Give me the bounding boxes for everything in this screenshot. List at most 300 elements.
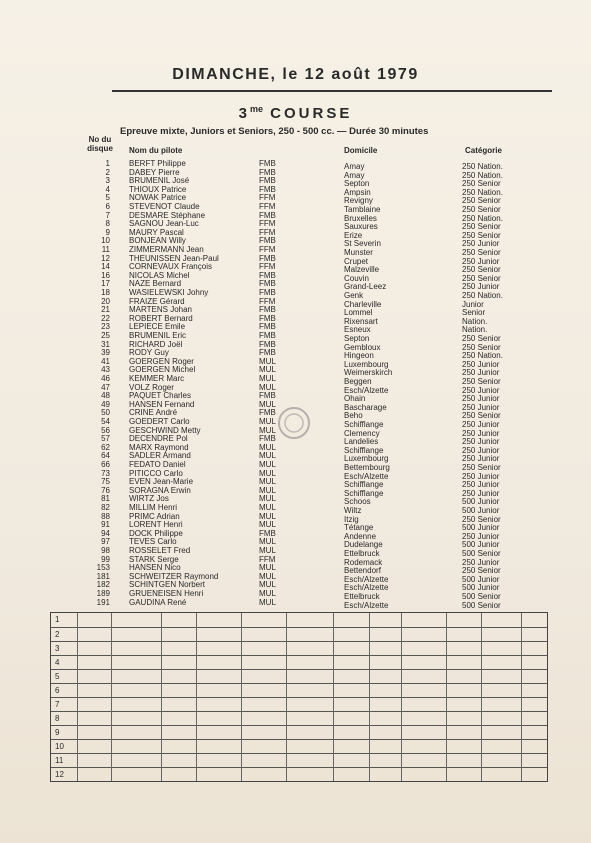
entry-town: Esch/Alzette [344,471,389,481]
entry-category: 250 Nation. [462,291,503,300]
entry-pilot-name: THEUNISSEN Jean-Paul [129,253,219,263]
entry-category: 250 Senior [462,411,501,421]
entry-number: 94 [101,528,110,538]
entry-club: MUL [259,597,276,607]
entry-pilot-name: HANSEN Fernand [129,399,195,409]
entry-number: 47 [101,382,110,392]
grid-column-line [369,613,370,781]
entry-category: 250 Senior [462,205,501,214]
grid-row [51,669,547,684]
entry-club: MUL [259,580,276,590]
entry-club: MUL [259,546,276,555]
entry-number: 31 [101,339,110,349]
entry-club: FFM [259,193,276,203]
entry-town: Sauxures [344,222,378,232]
entry-category: 250 Senior [462,334,501,343]
grid-column-line [161,613,162,781]
entry-number: 57 [101,434,110,444]
entry-town: Beggen [344,377,372,386]
entry-club: MUL [259,356,276,366]
entry-town: Esch/Alzette [344,600,389,610]
entry-pilot-name: RICHARD Joël [129,339,183,349]
entry-number: 98 [101,546,110,555]
entry-category: 500 Junior [462,574,500,584]
grid-row [51,739,547,754]
entry-pilot-name: STEVENOT Claude [129,202,200,211]
entry-number: 9 [105,227,110,237]
entry-category: 500 Senior [462,592,501,601]
entry-town: Septon [344,179,370,189]
entry-number: 25 [101,331,110,340]
entry-town: Couvin [344,273,369,283]
grid-column-line [286,613,287,781]
entry-pilot-name: ROSSELET Fred [129,546,191,555]
entry-number: 56 [101,425,110,435]
entry-club: FFM [259,554,276,564]
grid-row-number: 2 [55,630,60,639]
entry-pilot-name: SADLER Armand [129,451,191,461]
entry-pilot-name: MARX Raymond [129,442,189,452]
entry-number: 76 [101,485,110,495]
entry-category: 250 Nation. [462,351,503,361]
entry-number: 64 [101,451,110,461]
entry-number: 41 [101,356,110,366]
entry-number: 11 [101,245,110,254]
entry-town: Beho [344,411,363,421]
entry-town: Lommel [344,308,373,318]
entry-number: 22 [101,313,110,323]
entry-category: 250 Nation. [462,162,503,171]
entry-pilot-name: PITICCO Carlo [129,468,183,478]
entry-club: FMB [259,391,276,401]
entry-pilot-name: GOERGEN Roger [129,356,194,366]
entry-club: FMB [259,322,276,332]
entry-pilot-name: SORAGNA Erwin [129,485,191,495]
grid-row-number: 3 [55,644,60,653]
entry-club: FFM [259,245,276,254]
entry-category: 250 Junior [462,402,500,412]
entry-number: 18 [101,288,110,297]
entry-category: 250 Senior [462,222,501,232]
entry-town: Schifflange [344,480,384,490]
col-header-town: Domicile [344,146,378,155]
grid-row-number: 12 [55,770,64,779]
entry-category: 250 Senior [462,196,501,206]
entry-category: 250 Junior [462,420,500,429]
grid-column-line [77,613,78,781]
entry-pilot-name: NAZE Bernard [129,279,182,289]
entry-club: MUL [259,374,276,383]
entry-pilot-name: VOLZ Roger [129,382,174,392]
entry-pilot-name: KEMMER Marc [129,374,185,383]
entry-number: 66 [101,460,110,469]
entry-pilot-name: WIRTZ Jos [129,494,169,504]
entry-town: Genk [344,291,364,300]
entry-club: FMB [259,236,276,246]
entry-club: FMB [259,331,276,340]
entry-town: Esneux [344,325,371,335]
entry-category: 250 Junior [462,256,500,266]
col-header-number-l2: disque [87,144,113,153]
club-logo-watermark [276,405,312,441]
entry-club: FFM [259,219,276,229]
entry-category: 250 Junior [462,385,500,395]
entry-town: Munster [344,248,373,257]
entry-club: MUL [259,485,276,495]
col-header-category: Catégorie [465,146,502,155]
entry-town: Itzig [344,514,359,524]
entry-number: 82 [101,503,110,512]
entry-category: 250 Junior [462,359,500,369]
entry-club: FFM [259,227,276,237]
entry-town: Andenne [344,531,377,541]
entry-town: Erize [344,230,363,240]
entry-category: 250 Senior [462,230,501,240]
entry-town: Wiltz [344,506,362,515]
entry-number: 6 [105,202,110,211]
entry-category: 250 Junior [462,239,500,249]
entry-number: 21 [101,305,110,315]
entry-pilot-name: ROBERT Bernard [129,313,193,323]
entry-town: Tétange [344,523,374,533]
entry-category: 250 Junior [462,454,500,464]
entry-club: FMB [259,270,276,280]
entry-club: FFM [259,296,276,306]
entry-club: FMB [259,434,276,444]
entry-number: 54 [101,417,110,426]
entry-club: FMB [259,339,276,349]
entry-club: FMB [259,159,276,168]
entry-category: 250 Junior [462,531,500,541]
entry-town: Schifflange [344,488,384,498]
grid-row [51,627,547,642]
entry-number: 191 [96,597,110,607]
entry-pilot-name: NICOLAS Michel [129,270,190,280]
entry-town: Bettembourg [344,463,390,472]
entry-number: 91 [101,520,110,530]
entry-number: 8 [105,219,110,229]
entry-club: MUL [259,520,276,530]
entry-number: 153 [96,563,110,573]
entry-club: MUL [259,460,276,469]
entry-number: 5 [105,193,110,203]
entry-number: 7 [105,210,110,220]
entry-category: 250 Junior [462,488,500,498]
col-header-number-l1: No du [88,135,112,144]
grid-row-number: 1 [55,615,60,624]
entry-category: 250 Nation. [462,213,503,223]
grid-row [51,683,547,698]
entry-club: MUL [259,511,276,521]
entry-town: Luxembourg [344,454,389,464]
entry-town: Weimerskirch [344,368,393,378]
grid-row-number: 5 [55,672,60,681]
grid-column-line [446,613,447,781]
entry-pilot-name: RODY Guy [129,348,169,358]
entry-town: Esch/Alzette [344,385,389,395]
entry-category: 500 Junior [462,506,500,515]
entry-category: 250 Junior [462,480,500,490]
entry-town: Schifflange [344,420,384,429]
entry-category: 500 Junior [462,497,500,507]
entry-category: 500 Junior [462,583,500,593]
entry-pilot-name: BONJEAN Willy [129,236,186,246]
entry-town: Septon [344,334,370,343]
entry-number: 182 [96,580,110,590]
entry-club: MUL [259,563,276,573]
entry-club: FMB [259,288,276,297]
grid-row [51,613,547,627]
entry-club: FMB [259,210,276,220]
heading-rule [112,90,552,92]
entry-pilot-name: DECENDRE Pol [129,434,188,444]
entry-pilot-name: PAQUET Charles [129,391,191,401]
entry-category: 500 Junior [462,523,500,533]
course-label: COURSE [270,105,353,122]
entry-town: Malzeville [344,265,380,275]
entry-number: 48 [101,391,110,401]
entry-town: Crupet [344,256,369,266]
entry-number: 2 [105,167,110,177]
grid-column-line [196,613,197,781]
grid-row-number: 9 [55,728,60,737]
entry-pilot-name: WASIELEWSKI Johny [129,288,209,297]
course-suffix: me [249,104,263,114]
entry-pilot-name: NOWAK Patrice [129,193,187,203]
entry-number: 14 [101,262,110,272]
entry-category: 250 Senior [462,566,501,576]
entry-town: Amay [344,162,365,171]
entry-number: 17 [101,279,110,289]
grid-row [51,655,547,670]
entry-pilot-name: MILLIM Henri [129,503,178,512]
entry-pilot-name: BRUMENIL Eric [129,331,187,340]
entry-number: 88 [101,511,110,521]
entry-pilot-name: GOERGEN Michel [129,365,196,375]
entry-town: Schifflange [344,445,384,455]
entry-town: Rodemack [344,557,383,567]
entry-club: FMB [259,408,276,418]
entry-number: 4 [105,184,110,194]
entry-category: 250 Nation. [462,187,503,197]
entry-number: 49 [101,399,110,409]
entry-pilot-name: SCHINTGEN Norbert [129,580,206,590]
course-number: 3 [238,105,250,122]
entry-category: 250 Junior [462,557,500,567]
entry-number: 62 [101,442,110,452]
entry-town: Schoos [344,497,371,507]
entry-number: 50 [101,408,110,418]
grid-column-line [401,613,402,781]
entry-club: FMB [259,313,276,323]
entry-number: 43 [101,365,110,375]
grid-row-number: 4 [55,658,60,667]
entry-number: 46 [101,374,110,383]
entry-category: 250 Senior [462,342,501,352]
entry-pilot-name: MAURY Pascal [129,227,184,237]
entry-pilot-name: PRIMC Adrian [129,511,180,521]
entry-town: Luxembourg [344,359,389,369]
entry-pilot-name: EVEN Jean-Marie [129,477,194,487]
entry-category: 250 Senior [462,273,501,283]
entry-club: FMB [259,184,276,194]
entry-pilot-name: HANSEN Nico [129,563,181,573]
entry-town: Amay [344,170,365,180]
entry-category: Nation. [462,316,488,326]
grid-row [51,711,547,726]
entry-town: Clemency [344,428,380,438]
entry-number: 23 [101,322,110,332]
entry-category: Junior [462,299,484,309]
entry-club: MUL [259,382,276,392]
entry-category: 250 Junior [462,282,500,292]
entry-category: 250 Junior [462,394,500,404]
entry-category: 250 Junior [462,368,500,378]
entry-pilot-name: SAGNOU Jean-Luc [129,219,199,229]
entry-pilot-name: DOCK Philippe [129,528,183,538]
grid-column-line [521,613,522,781]
grid-column-line [111,613,112,781]
grid-row-number: 8 [55,714,60,723]
entry-club: FMB [259,167,276,177]
entry-club: FFM [259,262,276,272]
entry-club: MUL [259,442,276,452]
entry-number: 39 [101,348,110,358]
entry-club: FMB [259,348,276,358]
date-heading: DIMANCHE, le 12 août 1979 [172,66,419,83]
entry-club: FMB [259,176,276,186]
entry-pilot-name: GRUENEISEN Henri [129,589,204,598]
entry-club: MUL [259,589,276,598]
entry-town: Gembloux [344,342,381,352]
entry-number: 73 [101,468,110,478]
grid-row [51,753,547,768]
entry-town: Ettelbruck [344,592,380,601]
entry-category: 250 Senior [462,514,501,524]
entry-category: Senior [462,308,486,318]
entry-town: Bettendorf [344,566,381,576]
entry-pilot-name: LORENT Henri [129,520,183,530]
entry-pilot-name: GAUDINA René [129,597,187,607]
entry-pilot-name: BRUMENIL José [129,176,190,186]
course-heading [0,104,591,122]
entry-category: 250 Junior [462,471,500,481]
entry-number: 99 [101,554,110,564]
entry-pilot-name: FEDATO Daniel [129,460,186,469]
grid-row [51,641,547,656]
entry-town: Hingeon [344,351,374,361]
entry-town: Charleville [344,299,382,309]
entry-town: Ettelbruck [344,549,380,558]
entry-pilot-name: STARK Serge [129,554,179,564]
entry-number: 97 [101,537,110,547]
entry-number: 12 [101,253,110,263]
entry-number: 181 [96,571,110,581]
grid-column-line [481,613,482,781]
entry-club: MUL [259,365,276,375]
entry-town: Landelies [344,437,379,447]
entry-number: 16 [101,270,110,280]
entry-club: FMB [259,253,276,263]
entry-category: Nation. [462,325,488,335]
entry-category: 500 Junior [462,540,500,550]
entry-category: 250 Senior [462,265,501,275]
entry-number: 75 [101,477,110,487]
entry-town: Rixensart [344,316,378,326]
entry-club: MUL [259,399,276,409]
entry-town: Dudelange [344,540,383,550]
entry-category: 500 Senior [462,600,501,610]
entry-club: MUL [259,468,276,478]
grid-row-number: 6 [55,686,60,695]
entry-number: 20 [101,296,110,306]
entry-town: Tamblaine [344,205,381,214]
col-header-number [85,135,115,153]
entry-club: MUL [259,494,276,504]
entry-pilot-name: SCHWEITZER Raymond [129,571,219,581]
entry-number: 3 [105,176,110,186]
grid-row [51,697,547,712]
entry-category: 250 Junior [462,428,500,438]
entry-club: MUL [259,571,276,581]
entry-number: 1 [105,159,110,168]
entry-town: Grand-Leez [344,282,387,292]
lap-chart-grid [50,612,548,782]
grid-column-line [333,613,334,781]
entry-pilot-name: GOEDERT Carlo [129,417,190,426]
entry-pilot-name: GESCHWIND Metty [129,425,201,435]
entry-category: 250 Senior [462,377,501,386]
entry-club: MUL [259,425,276,435]
entry-pilot-name: LEPIECE Emile [129,322,186,332]
grid-row-number: 11 [55,756,64,765]
entry-category: 250 Junior [462,437,500,447]
grid-row-number: 7 [55,700,60,709]
entry-pilot-name: BERFT Philippe [129,159,186,168]
entry-club: MUL [259,417,276,426]
entry-town: St Severin [344,239,381,249]
entry-category: 250 Junior [462,445,500,455]
grid-row [51,725,547,740]
race-subtitle: Epreuve mixte, Juniors et Seniors, 250 - 500 cc. — Durée 30 minutes [120,126,429,137]
entry-club: MUL [259,537,276,547]
grid-column-line [241,613,242,781]
entry-club: MUL [259,503,276,512]
entry-number: 189 [96,589,110,598]
entry-club: FFM [259,202,276,211]
entry-pilot-name: FRAIZE Gérard [129,296,185,306]
entry-pilot-name: CRINE André [129,408,178,418]
entry-pilot-name: THIOUX Patrice [129,184,187,194]
entry-town: Bruxelles [344,213,377,223]
entry-pilot-name: ZIMMERMANN Jean [129,245,204,254]
entry-category: 250 Senior [462,463,501,472]
entry-town: Ohain [344,394,366,404]
entry-town: Esch/Alzette [344,583,389,593]
entry-town: Ampsin [344,187,371,197]
entry-number: 10 [101,236,110,246]
entry-pilot-name: CORNEVAUX François [129,262,212,272]
entry-category: 250 Nation. [462,170,503,180]
entry-club: FMB [259,305,276,315]
grid-row-number: 10 [55,742,64,751]
entry-club: MUL [259,451,276,461]
grid-row [51,767,547,782]
entry-number: 81 [101,494,110,504]
entry-town: Bascharage [344,402,387,412]
entry-pilot-name: DABEY Pierre [129,167,180,177]
entry-club: FMB [259,528,276,538]
